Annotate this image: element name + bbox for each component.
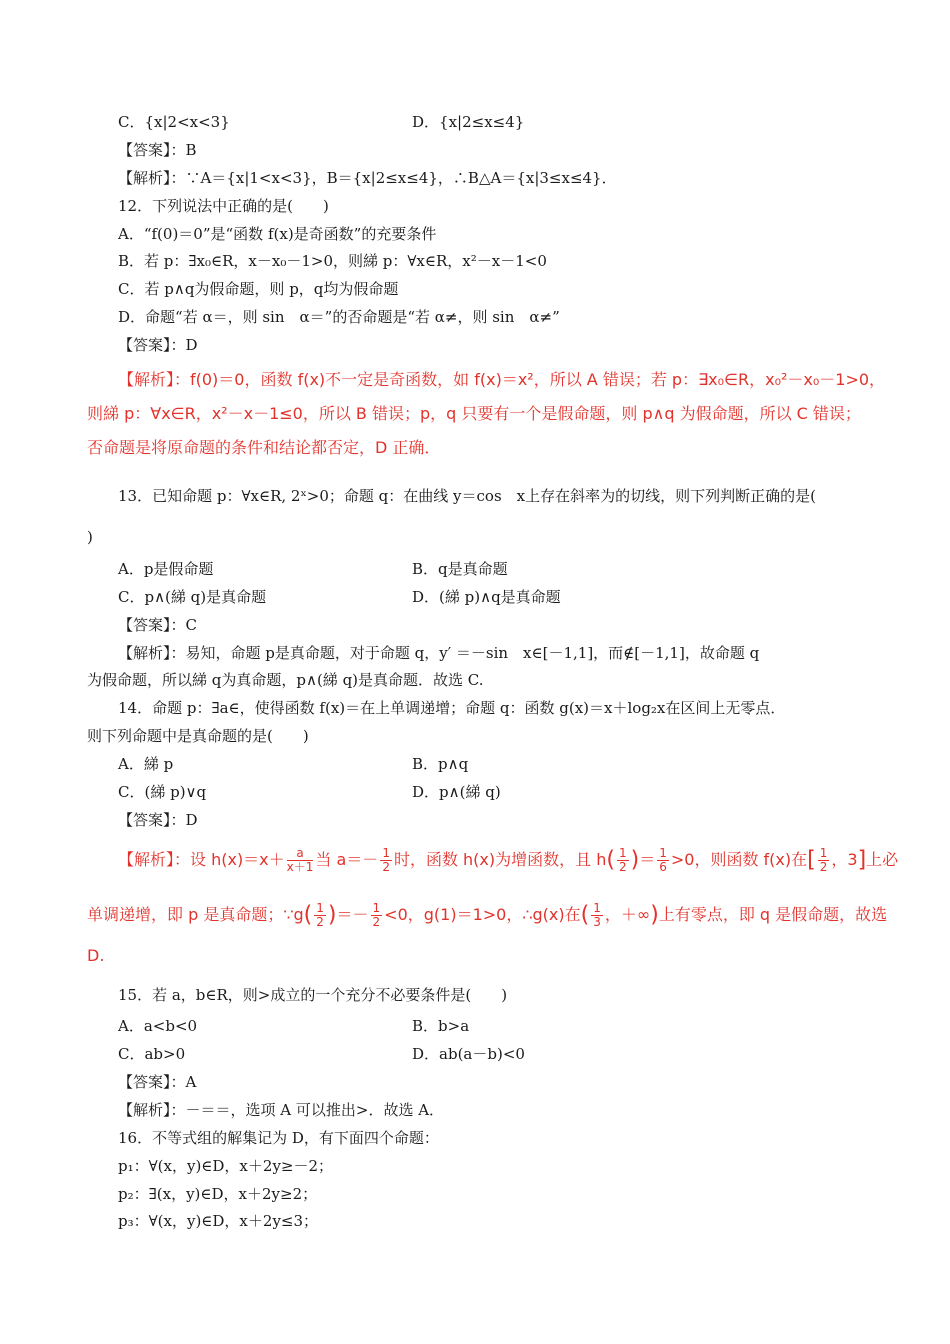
question-13-close: ) — [87, 528, 93, 546]
option-d-12: D．命题“若 α＝，则 sin α＝”的否命题是“若 α≠，则 sin α≠” — [118, 308, 560, 326]
question-12: 12．下列说法中正确的是( ) — [118, 197, 329, 215]
option-d-15: D．ab(a－b)<0 — [412, 1045, 525, 1063]
fraction-one-half-e: $\frac{1}{2}$ — [372, 901, 381, 929]
answer-14: 【答案】：D — [118, 811, 198, 829]
option-b-13: B．q是真命题 — [412, 560, 508, 578]
fraction-one-half-c: $\frac{1}{2}$ — [819, 846, 828, 874]
question-13: 13．已知命题 p：∀x∈R, 2ˣ>0；命题 q：在曲线 y＝cos x上存在斜率为的切线，则下列判断正确的是( — [118, 487, 816, 505]
proposition-p3: p₃：∀(x，y)∈D，x＋2y≤3； — [118, 1212, 319, 1230]
analysis-15: 【解析】：－＝＝，选项 A 可以推出>．故选 A． — [118, 1101, 445, 1119]
analysis-14-text-c: 时，函数 h(x)为增函数，且 h — [393, 850, 607, 869]
analysis-14-text-g: 单调递增，即 p 是真命题；∵g — [87, 905, 304, 924]
option-c-15: C．ab>0 — [118, 1045, 186, 1063]
analysis-14-text-d: ＝ — [639, 850, 656, 869]
analysis-14-text-h: ＝－ — [336, 905, 369, 924]
fraction-denominator: x＋1 — [286, 860, 314, 874]
fraction-one-sixth: $\frac{1}{6}$ — [659, 846, 667, 874]
option-b-12: B．若 p：∃x₀∈R，x－x₀－1>0，则綈 p：∀x∈R，x²－x－1<0 — [118, 252, 547, 270]
fraction-one-half-d: $\frac{1}{2}$ — [316, 901, 324, 929]
analysis-13-line2: 为假命题，所以綈 q为真命题，p∧(綈 q)是真命题．故选 C. — [87, 671, 484, 689]
answer-11: 【答案】：B — [118, 141, 197, 159]
option-b-15: B．b>a — [412, 1017, 470, 1035]
option-a-13: A．p是假命题 — [118, 560, 214, 578]
answer-15: 【答案】：A — [118, 1073, 197, 1091]
option-b-14: B．p∧q — [412, 755, 469, 773]
proposition-p2: p₂：∃(x，y)∈D，x＋2y≥2； — [118, 1185, 318, 1203]
analysis-14-line2: 单调递增，即 p 是真命题；∵g( $\frac{1}{2}$ )＝－ $\frac{1}{2}$ <0，g(1)＝1>0，∴g(x)在( $\frac{1}{3}$ ，＋∞)上有零点，即 q 是假命题，故选 — [87, 901, 888, 929]
answer-12: 【答案】：D — [118, 336, 198, 354]
analysis-14-text-b: 当 a＝－ — [315, 850, 379, 869]
option-d-11: D．{x|2≤x≤4} — [412, 113, 525, 131]
option-a-12: A．“f(0)＝0”是“函数 f(x)是奇函数”的充要条件 — [118, 225, 437, 243]
analysis-11: 【解析】：∵A＝{x|1<x<3}，B＝{x|2≤x≤4}，∴B△A＝{x|3≤x≤4}． — [118, 169, 617, 187]
question-14: 14．命题 p：∃a∈，使得函数 f(x)＝在上单调递增；命题 q：函数 g(x)＝x＋log₂x在区间上无零点． — [118, 699, 786, 717]
fraction-one-half-b: $\frac{1}{2}$ — [618, 846, 627, 874]
analysis-14-text-e: >0，则函数 f(x)在 — [670, 850, 808, 869]
option-d-13: D．(綈 p)∧q是真命题 — [412, 588, 561, 606]
option-c-12: C．若 p∧q为假命题，则 p，q均为假命题 — [118, 280, 399, 298]
question-16: 16．不等式组的解集记为 D，有下面四个命题： — [118, 1129, 439, 1147]
analysis-13-line1: 【解析】：易知，命题 p是真命题，对于命题 q，y′ ＝－sin x∈[－1,1]，而∉[－1,1]，故命题 q — [118, 644, 760, 662]
option-c-11: C．{x|2<x<3} — [118, 113, 230, 131]
option-d-14: D．p∧(綈 q) — [412, 783, 501, 801]
fraction-one-half-a: $\frac{1}{2}$ — [382, 846, 390, 874]
option-c-14: C．(綈 p)∨q — [118, 783, 207, 801]
analysis-14-text-a: 【解析】：设 h(x)＝x＋ — [118, 850, 285, 869]
option-a-14: A．綈 p — [118, 755, 174, 773]
analysis-14-text-j: 上有零点，即 q 是假命题，故选 — [658, 905, 888, 924]
analysis-12-line3: 否命题是将原命题的条件和结论都否定，D 正确． — [87, 438, 441, 457]
proposition-p1: p₁：∀(x，y)∈D，x＋2y≥－2； — [118, 1157, 334, 1175]
analysis-14-text-f: 上必 — [866, 850, 899, 869]
analysis-14-line1: 【解析】：设 h(x)＝x＋ $\frac{a}{x+1}$ 当 a＝－ $\frac{1}{2}$ 时，函数 h(x)为增函数，且 h( $\frac{1}{2}$ )＝ $\frac{1}{6}$ >0，则函数 f(x)在[ $\frac{1}{2}$ ，3]上必 — [118, 846, 899, 874]
analysis-12-line2: 则綈 p：∀x∈R，x²－x－1≤0，所以 B 错误；p，q 只要有一个是假命题，则 p∧q 为假命题，所以 C 错误； — [87, 404, 861, 423]
analysis-14-line3: D. — [87, 946, 105, 965]
option-a-15: A．a<b<0 — [118, 1017, 198, 1035]
analysis-14-text-i: <0，g(1)＝1>0，∴g(x)在 — [384, 905, 581, 924]
analysis-12-line1: 【解析】：f(0)＝0，函数 f(x)不一定是奇函数，如 f(x)＝x²，所以 A 错误；若 p：∃x₀∈R，x₀²－x₀－1>0， — [118, 370, 886, 389]
answer-13: 【答案】：C — [118, 616, 197, 634]
fraction-numerator: a — [287, 847, 314, 861]
fraction-one-third: $\frac{1}{3}$ — [593, 901, 601, 929]
question-14-line2: 则下列命题中是真命题的是( ) — [87, 727, 309, 745]
option-c-13: C．p∧(綈 q)是真命题 — [118, 588, 267, 606]
fraction-a-over-x-plus-1 — [287, 847, 314, 874]
question-15: 15．若 a，b∈R，则>成立的一个充分不必要条件是( ) — [118, 986, 508, 1004]
